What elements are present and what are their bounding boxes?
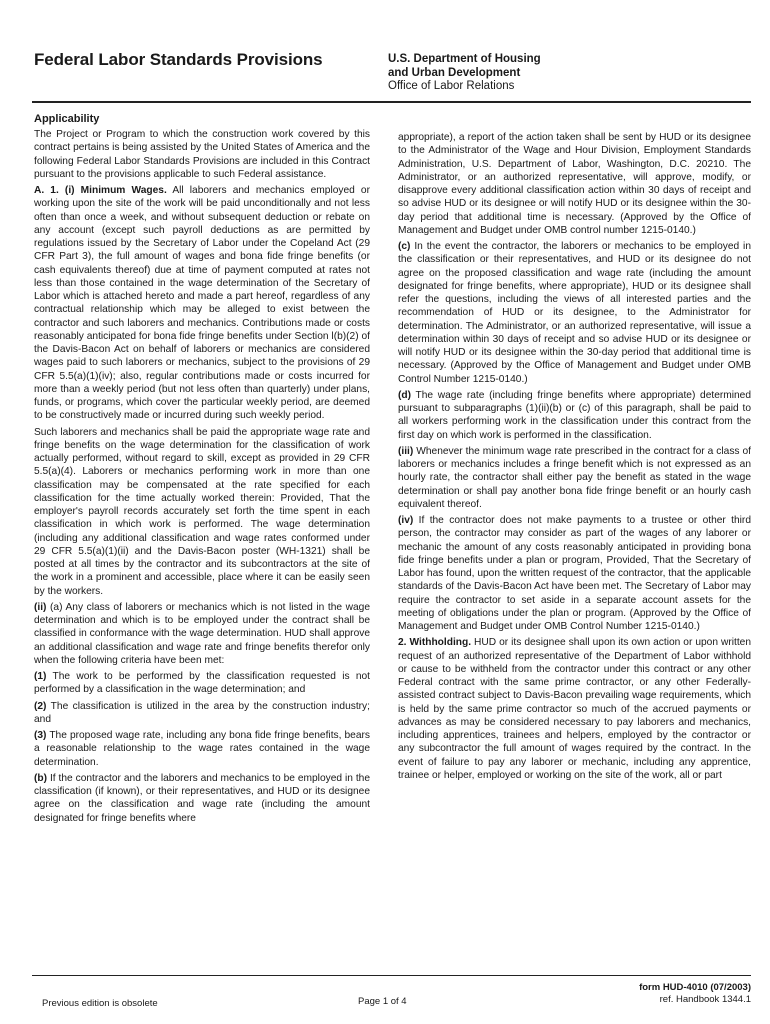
- agency-office: Office of Labor Relations: [388, 80, 515, 92]
- paragraph: [34, 601, 370, 667]
- clause-text: If the contractor and the laborers and mechanics to be employed in the classification (if known), or their representatives, and HUD or its designee agree on the classification and wage rate (including the amount designated for fringe benefits where: [34, 772, 370, 824]
- paragraph: [34, 670, 370, 697]
- clause-text: The classification is utilized in the area by the construction industry; and: [34, 700, 370, 725]
- paragraph: [34, 729, 370, 769]
- agency-name-line1: U.S. Department of Housing: [388, 53, 541, 65]
- clause-label: (1): [34, 671, 47, 682]
- clause-label: (3): [34, 730, 47, 741]
- agency-name-line2: and Urban Development: [388, 66, 521, 79]
- clause-label: (iii): [398, 445, 414, 457]
- paragraph: [34, 772, 370, 825]
- clause-label: (ii): [34, 601, 47, 613]
- paragraph: appropriate), a report of the action taken shall be sent by HUD or its designee to the Administrator of the Wage and Hour Division, Employment Standards Administration, U.S. Department of Labor, Washington, D.C. 20210. The Administrator, or an authorized representative, will approve, modify, or disapprove every additional classification action within 30 days of receipt and so advise HUD or its designee or will notify HUD or its designee within the 30-day period that additional time is necessary. (Approved by the Office of Management and Budget under OMB control number 1215-0140.): [398, 132, 751, 236]
- clause-label: (2): [34, 700, 47, 712]
- clause-text: All laborers and mechanics employed or working upon the site of the work will be paid unconditionally and not less often than once a week, and without subsequent deduction or rebate on any account (except such payroll deductions as are permitted by regulations issued by the Secretary of Labor under the Copeland Act (29 CFR Part 3), the full amount of wages and bona fide fringe benefits (or cash equivalents thereof) due at time of payment computed at rates not less than those contained in the wage determination of the Secretary of Labor which is attached hereto and made a part hereof, regardless of any contractual relationship which may be alleged to exist between the contractor and such laborers and mechanics. Contributions made or costs reasonably anticipated for bona fide fringe benefits under Section l(b)(2) of the Davis-Bacon Act on behalf of laborers or mechanics are considered wages paid to such laborers or mechanics, subject to the provisions of 29 CFR 5.5(a)(1)(iv); also, regular contributions made or costs incurred for more than a weekly period (but not less often than quarterly) under plans, funds, or programs, which cover the particular weekly period, are deemed to be constructively made or incurred during such weekly period.: [34, 185, 370, 422]
- edition-note: Previous edition is obsolete: [42, 998, 158, 1009]
- clause-label: (iv): [398, 515, 414, 526]
- clause-label: (d): [398, 389, 412, 401]
- clause-text: The work to be performed by the classification requested is not performed by a classification in the wage determination; and: [34, 671, 370, 696]
- paragraph: [398, 514, 751, 633]
- form-reference: [639, 982, 751, 1006]
- header-divider: [32, 101, 751, 103]
- footer-divider: [32, 975, 751, 976]
- page-number: Page 1 of 4: [358, 996, 407, 1007]
- paragraph: [34, 184, 370, 423]
- left-column: [34, 128, 370, 828]
- clause-text: HUD or its designee shall upon its own action or upon written request of an authorized representative of the Department of Labor withhold or cause to be withheld from the contractor under this contract or any other Federal contract with the same prime contractor, or any other Federally-assisted contract subject to Davis-Bacon prevailing wage requirements, which is held by the same prime contractor so much of the accrued payments or advances as may be considered necessary to pay laborers and mechanics, including apprentices, trainees and helpers, employed by the contractor or any subcontractor the full amount of wages required by the contract. In the event of failure to pay any laborer or mechanic, including any apprentice, trainee or helper, employed or working on the site of the work, all or part: [398, 637, 751, 781]
- form-number: form HUD-4010 (07/2003): [639, 982, 751, 993]
- clause-text: The proposed wage rate, including any bona fide fringe benefits, bears a reasonable relationship to the wage rates contained in the wage determination.: [34, 730, 370, 768]
- document-title: Federal Labor Standards Provisions: [34, 50, 323, 69]
- clause-label: 2. Withholding.: [398, 637, 472, 649]
- clause-text: If the contractor does not make payments to a trustee or other third person, the contractor may consider as part of the wages of any laborer or mechanic the amount of any costs reasonably anticipated in providing bona fide fringe benefits under a plan or program, Provided, That the Secretary of Labor has found, upon the written request of the contractor, that the applicable standards of the Davis-Bacon Act have been met. The Secretary of Labor may require the contractor to set aside in a separate account assets for the meeting of obligations under the plan or program. (Approved by the Office of Management and Budget under OMB Control Number 1215-0140.): [398, 515, 751, 632]
- paragraph: [34, 700, 370, 727]
- clause-text: (a) Any class of laborers or mechanics which is not listed in the wage determination and which is to be employed under the contract shall be classified in conformance with the wage determination. HUD shall approve an additional classification and wage rate and fringe benefits therefor only when the following criteria have been met:: [34, 601, 370, 666]
- clause-label: (b): [34, 772, 48, 784]
- clause-label: (c): [398, 241, 411, 252]
- paragraph: The Project or Program to which the construction work covered by this contract pertains is being assisted by the United States of America and the following Federal Labor Standards Provisions are included in this Contract pursuant to the provisions applicable to such Federal assistance.: [34, 129, 370, 180]
- handbook-reference: ref. Handbook 1344.1: [659, 994, 751, 1005]
- paragraph: [398, 636, 751, 782]
- section-heading: Applicability: [34, 113, 100, 125]
- agency-block: [388, 53, 541, 94]
- right-column: [398, 131, 751, 785]
- paragraph: [398, 445, 751, 511]
- paragraph: [398, 240, 751, 386]
- clause-label: A. 1. (i) Minimum Wages.: [34, 185, 167, 196]
- paragraph: [398, 389, 751, 442]
- clause-text: The wage rate (including fringe benefits where appropriate) determined pursuant to subparagraphs (1)(ii)(b) or (c) of this paragraph, shall be paid to all workers performing work in the classification under this contract from the first day on which work is performed in the classification.: [398, 389, 751, 441]
- clause-text: In the event the contractor, the laborers or mechanics to be employed in the classification or their representatives, and HUD or its designee do not agree on the proposed classification and wage rate (including the amount designated for fringe benefits, where appropriate), HUD or its designee shall refer the questions, including the views of all interested parties and the recommendation of HUD or its designee, to the Administrator for determination. The Administrator, or an authorized representative, will issue a determination within 30 days of receipt and so advise HUD or its designee or will notify HUD or its designee within the 30-day period that additional time is necessary. (Approved by the Office of Management and Budget under OMB Control Number 1215-0140.): [398, 241, 751, 385]
- paragraph: Such laborers and mechanics shall be paid the appropriate wage rate and fringe benefits on the wage determination for the classification of work actually performed, without regard to skill, except as provided in 29 CFR 5.5(a)(4). Laborers or mechanics performing work in more than one classification may be compensated at the rate specified for each classification for the time actually worked therein: Provided, That the employer's payroll records accurately set forth the time spent in each classification in which work is performed. The wage determination (including any additional classification and wage rates conformed under 29 CFR 5.5(a)(1)(ii) and the Davis-Bacon poster (WH-1321) shall be posted at all times by the contractor and its subcontractors at the site of the work in a prominent and accessible, place where it can be easily seen by the workers.: [34, 426, 370, 597]
- clause-text: Whenever the minimum wage rate prescribed in the contract for a class of laborers or mechanics includes a fringe benefit which is not expressed as an hourly rate, the contractor shall either pay the benefit as stated in the wage determination or shall pay another bona fide fringe benefit or an hourly cash equivalent thereof.: [398, 445, 751, 510]
